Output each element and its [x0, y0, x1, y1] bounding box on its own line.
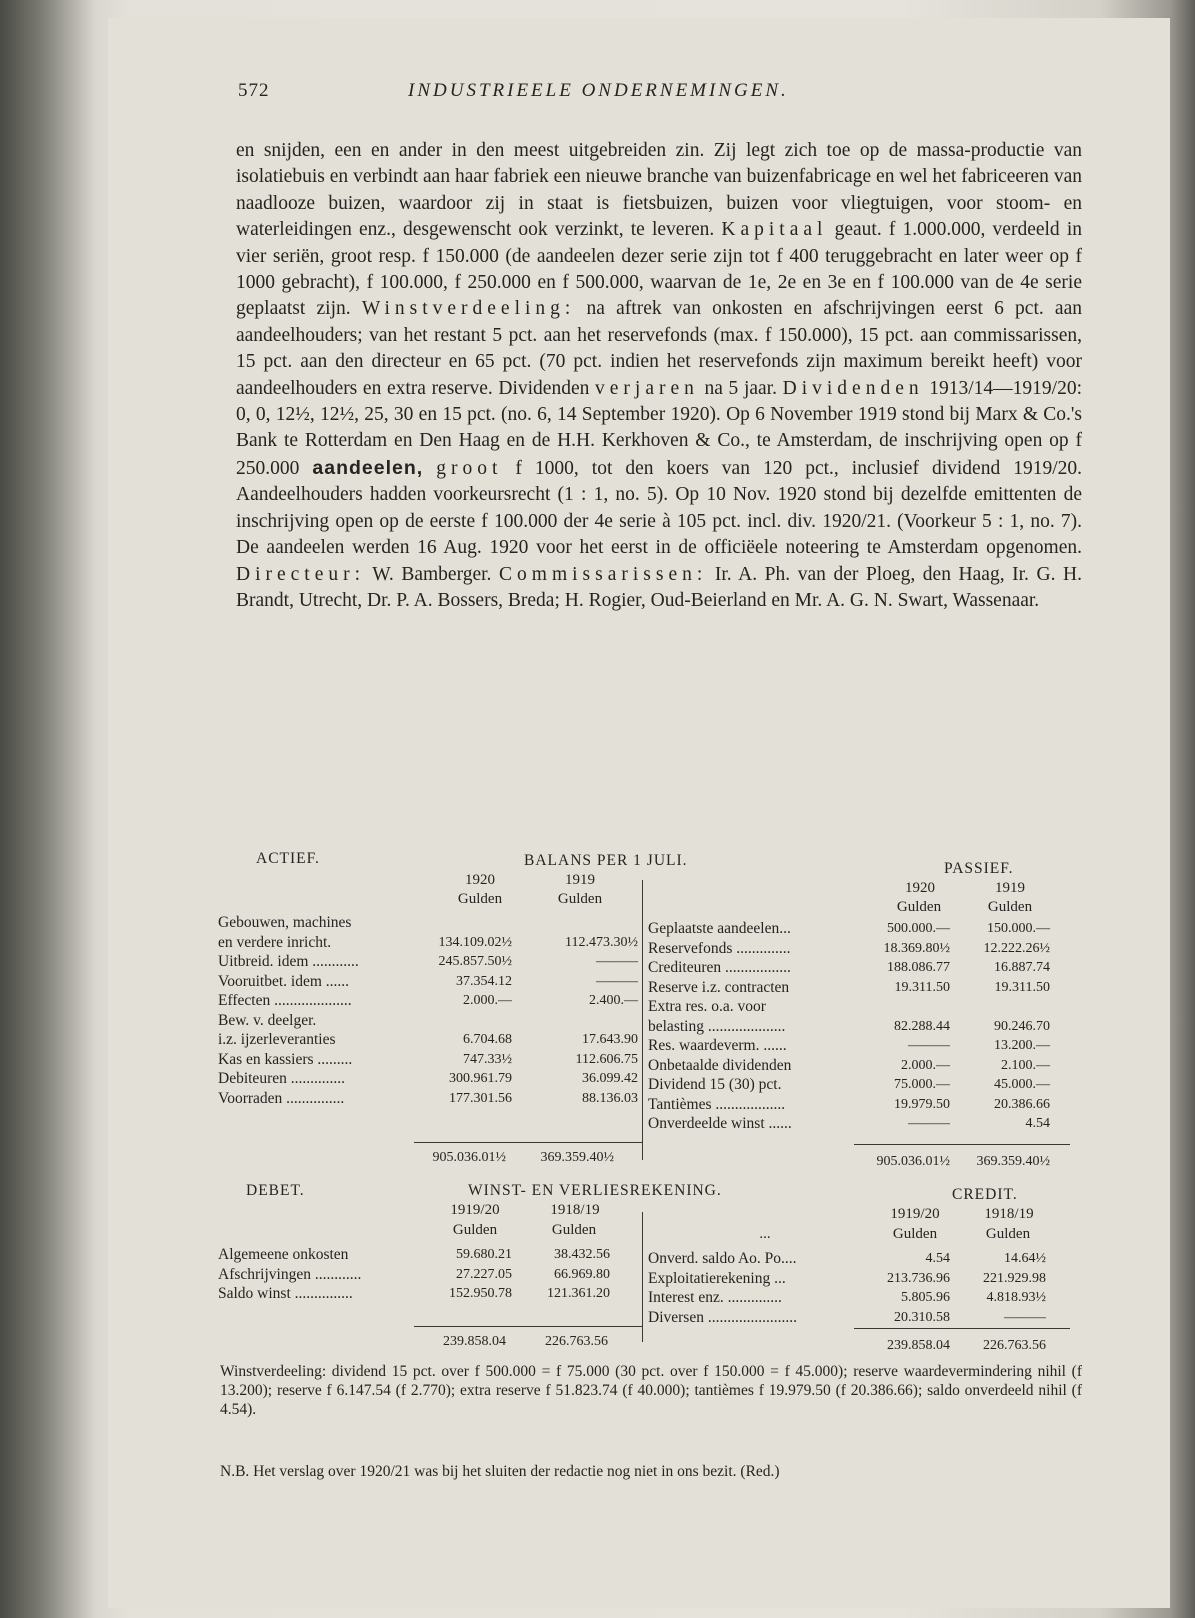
actief-row-label: Gebouwen, machines — [218, 914, 352, 931]
passief-row-label: Reserve i.z. contracten — [648, 978, 790, 996]
text-segment: na 5 jaar. — [704, 377, 777, 399]
passief-row-label: Crediteuren ................. — [648, 959, 791, 976]
balans-left-total-b: 369.359.40½ — [540, 1150, 614, 1165]
passief-row-value-a: 19.979.50 — [894, 1096, 950, 1112]
debet-row-value-b: 38.432.56 — [554, 1247, 610, 1262]
groot-label: groot — [436, 457, 503, 479]
winst-left-year-b: 1918/19 — [550, 1202, 600, 1218]
passief-row-value-b: 12.222.26½ — [983, 940, 1050, 956]
winst-title: WINST- EN VERLIESREKENING. — [468, 1182, 722, 1199]
credit-row-label: Onverd. saldo Ao. Po.... — [648, 1250, 797, 1267]
passief-row-value-b: 45.000.— — [994, 1077, 1050, 1092]
passief-row-label: Geplaatste aandeelen... — [648, 920, 791, 937]
winst-right-year-a: 1919/20 — [890, 1206, 940, 1222]
passief-row-value-b: 90.246.70 — [994, 1018, 1050, 1034]
page-header — [238, 78, 1118, 108]
balans-divider — [642, 880, 643, 1160]
credit-row-value-a: 5.805.96 — [901, 1290, 950, 1305]
credit-row-value-a: 4.54 — [925, 1251, 950, 1266]
actief-row-label: en verdere inricht. — [218, 933, 332, 951]
passief-row-label: Reservefonds .............. — [648, 939, 791, 957]
debet-row-value-a: 152.950.78 — [449, 1286, 512, 1301]
balans-right-total-a: 905.036.01½ — [876, 1154, 950, 1169]
aandeelen-bold: aandeelen, — [312, 456, 424, 479]
balans-left-unit-a: Gulden — [457, 891, 503, 907]
credit-row-value-a: 213.736.96 — [887, 1270, 950, 1286]
actief-row-value-a: 6.704.68 — [463, 1032, 512, 1047]
actief-row-value-b: ——— — [596, 954, 638, 969]
actief-row-label: Effecten .................... — [218, 992, 352, 1009]
credit-title: CREDIT. — [952, 1186, 1018, 1203]
balans-right-total-rule — [854, 1144, 1070, 1145]
actief-row-value-b: 36.099.42 — [582, 1071, 638, 1086]
actief-row-label: Uitbreid. idem ............ — [218, 953, 359, 970]
credit-row-label: Diversen ....................... — [648, 1308, 797, 1326]
text-segment: geaut. f 1.000.000, verdeeld in vier seriën, groot resp. f 150.000 (de aandeelen dezer serie zijn tot f 400 teruggebracht en later weer op f 1000 gebracht), f 100.000, f 250.000 en f 500.000, waarvan de 1e, 2e en 3e en f 100.000 van de 4e serie geplaatst zijn. — [236, 219, 1083, 320]
verjaren-label: verjaren — [595, 377, 699, 399]
balans-right-unit-a: Gulden — [896, 899, 942, 915]
credit-row-value-b: 221.929.98 — [983, 1270, 1046, 1286]
passief-row-value-a: 82.288.44 — [894, 1018, 950, 1034]
winst-left-total-rule — [414, 1326, 642, 1327]
passief-row-label: Extra res. o.a. voor — [648, 998, 766, 1015]
passief-row-value-b: 13.200.— — [994, 1038, 1050, 1053]
winst-left-unit-a: Gulden — [452, 1222, 498, 1238]
text-segment: Ir. A. Ph. van der Ploeg, den Haag, Ir. G. H. Brandt, Utrecht, Dr. P. A. Bossers, Breda; H. Rogier, Oud-Beierland en Mr. A. G. N. Swart, Wassenaar. — [236, 563, 1082, 611]
debet-row-value-a: 59.680.21 — [456, 1247, 512, 1262]
company-description — [236, 138, 1082, 614]
passief-row-value-b: 4.54 — [1025, 1116, 1050, 1131]
winst-right-total-a: 239.858.04 — [887, 1338, 950, 1353]
debet-row-value-b: 66.969.80 — [554, 1266, 610, 1282]
page-number: 572 — [238, 80, 270, 101]
passief-row-value-a: 75.000.— — [894, 1077, 950, 1092]
winst-right-unit-b: Gulden — [985, 1226, 1031, 1242]
passief-row-value-a: 188.086.77 — [887, 960, 950, 975]
winst-left-year-a: 1919/20 — [450, 1202, 500, 1218]
debet-row-label: Algemeene onkosten — [218, 1246, 349, 1263]
debet-title: DEBET. — [246, 1182, 305, 1199]
winst-right-unit-a: Gulden — [892, 1226, 938, 1242]
passief-row-value-a: 2.000.— — [901, 1057, 950, 1073]
winstverdeeling-label: Winstverdeeling: — [361, 298, 576, 320]
text-segment: na aftrek van onkosten en afschrijvingen eerst 6 pct. aan aandeelhouders; van het restant 5 pct. aan het reservefonds (max. f 150.000), 15 pct. aan commissarissen, 15 pct. aan den directeur en 65 pct. (70 pct. indien het reservefonds zijn maximum bereikt heeft) voor aandeelhouders en extra reserve. Dividenden — [236, 298, 1082, 399]
debet-row-value-a: 27.227.05 — [456, 1266, 512, 1282]
balans-right-total-b: 369.359.40½ — [976, 1154, 1050, 1169]
text-segment: W. Bamberger. — [372, 563, 492, 585]
actief-row-label: Debiteuren .............. — [218, 1070, 345, 1087]
passief-row-value-b: 150.000.— — [987, 921, 1050, 936]
debet-row-value-b: 121.361.20 — [547, 1286, 610, 1301]
balans-title: BALANS PER 1 JULI. — [524, 852, 688, 869]
passief-row-label: Onbetaalde dividenden — [648, 1056, 792, 1074]
actief-row-label: Kas en kassiers ......... — [218, 1050, 353, 1068]
actief-title: ACTIEF. — [256, 850, 320, 867]
actief-row-value-b: 2.400.— — [589, 993, 638, 1008]
balans-right-unit-b: Gulden — [987, 899, 1033, 915]
winst-left-total-a: 239.858.04 — [443, 1334, 506, 1349]
passief-row-label: belasting .................... — [648, 1017, 786, 1035]
balans-left-unit-b: Gulden — [557, 891, 603, 907]
text-segment: en snijden, een en ander in den meest uitgebreiden zin. Zij legt zich toe op de massa-productie van isolatiebuis en verbindt aan haar fabriek een nieuwe branche van buizenfabricage en wel het fabriceeren van naadlooze buizen, waardoor zij in staat is fietsbuizen, buizen voor vliegtuigen, voor stoom- en waterleidingen enz., desgewenscht ook verzinkt, te leveren. — [236, 140, 1082, 241]
credit-row-value-a: 20.310.58 — [894, 1309, 950, 1325]
actief-row-value-b: ——— — [596, 973, 638, 989]
balans-left-total-a: 905.036.01½ — [432, 1150, 506, 1165]
actief-row-label: i.z. ijzerleveranties — [218, 1031, 336, 1048]
passief-row-label: Onverdeelde winst ...... — [648, 1115, 792, 1132]
actief-row-value-a: 747.33½ — [463, 1051, 512, 1067]
winst-divider — [642, 1212, 643, 1342]
actief-row-label: Voorraden ............... — [218, 1089, 345, 1107]
actief-row-value-b: 112.606.75 — [575, 1051, 638, 1067]
winst-left-unit-b: Gulden — [551, 1222, 597, 1238]
passief-row-label: Dividend 15 (30) pct. — [648, 1076, 782, 1093]
credit-row-label: Exploitatierekening ... — [648, 1269, 786, 1287]
winst-right-total-b: 226.763.56 — [983, 1338, 1046, 1353]
directeur-label: Directeur: — [236, 563, 366, 585]
passief-row-value-a: 18.369.80½ — [883, 940, 950, 956]
actief-row-label: Bew. v. deelger. — [218, 1011, 317, 1029]
winst-right-total-rule — [854, 1328, 1070, 1329]
passief-row-value-b: 20.386.66 — [994, 1096, 1050, 1112]
passief-row-value-a: ——— — [908, 1038, 950, 1053]
debet-row-label: Afschrijvingen ............ — [218, 1265, 362, 1283]
actief-row-value-a: 2.000.— — [463, 993, 512, 1008]
actief-row-value-b: 112.473.30½ — [565, 934, 638, 950]
credit-row-label: Interest enz. .............. — [648, 1289, 782, 1306]
actief-row-value-b: 88.136.03 — [582, 1090, 638, 1106]
actief-row-value-a: 37.354.12 — [456, 973, 512, 989]
winst-left-total-b: 226.763.56 — [545, 1334, 608, 1349]
passief-row-value-b: 2.100.— — [1001, 1057, 1050, 1073]
actief-row-value-a: 177.301.56 — [449, 1090, 512, 1106]
winst-right-year-b: 1918/19 — [984, 1206, 1034, 1222]
balans-left-total-rule — [414, 1142, 642, 1143]
winst-right-dots: ... — [759, 1226, 771, 1242]
running-title: INDUSTRIEELE ONDERNEMINGEN. — [408, 80, 789, 101]
nb-note: N.B. Het verslag over 1920/21 was bij het sluiten der redactie nog niet in ons bezit. (Red.) — [220, 1463, 780, 1480]
debet-row-label: Saldo winst ............... — [218, 1285, 353, 1302]
passief-row-label: Tantièmes .................. — [648, 1095, 786, 1113]
passief-title: PASSIEF. — [944, 860, 1014, 877]
commissarissen-label: Commissarissen: — [499, 563, 708, 585]
passief-row-value-b: 19.311.50 — [994, 979, 1050, 995]
credit-row-value-b: 4.818.93½ — [986, 1290, 1046, 1305]
text-segment: 1913/14—1919/20: 0, 0, 12½, 12½, 25, 30 en 15 pct. (no. 6, 14 September 1920). Op 6 November 1919 stond bij Marx & Co.'s Bank te Rotterdam en Den Haag en de H.H. Kerkhoven & Co., te Amsterdam, de inschrijving open op f 250.000 — [236, 377, 1083, 479]
passief-row-value-b: 16.887.74 — [994, 960, 1050, 975]
passief-row-value-a: 500.000.— — [887, 921, 950, 936]
balans-left-year-a: 1920 — [465, 872, 495, 888]
kapitaal-label: Kapitaal — [721, 219, 828, 241]
actief-row-value-a: 245.857.50½ — [438, 954, 512, 969]
text-segment: f 1000, tot den koers van 120 pct., inclusief dividend 1919/20. Aandeelhouders hadden voorkeursrecht (1 : 1, no. 5). Op 10 Nov. 1920 stond bij dezelfde emittenten de inschrijving open op de eerste f 100.000 der 4e serie à 105 pct. incl. div. 1920/21. (Voorkeur 5 : 1, no. 7). De aandeelen werden 16 Aug. 1920 voor het eerst in de officiëele noteering te Amsterdam opgenomen. — [236, 457, 1083, 559]
winstverdeeling-note: Winstverdeeling: dividend 15 pct. over f 500.000 = f 75.000 (30 pct. over f 150.000 = f 45.000); reserve waardevermindering nihil (f 13.200); reserve f 6.147.54 (f 2.770); extra reserve f 51.823.74 (f 40.000); tantièmes f 19.979.50 (f 20.386.66); saldo onverdeeld nihil (f 4.54). — [220, 1363, 1082, 1418]
credit-row-value-b: ——— — [1004, 1309, 1046, 1325]
passief-row-value-a: ——— — [908, 1116, 950, 1131]
passief-row-value-a: 19.311.50 — [894, 979, 950, 995]
balans-left-year-b: 1919 — [565, 872, 595, 888]
passief-row-label: Res. waardeverm. ...... — [648, 1037, 787, 1054]
actief-row-label: Vooruitbet. idem ...... — [218, 972, 350, 990]
actief-row-value-b: 17.643.90 — [582, 1032, 638, 1047]
balans-right-year-b: 1919 — [995, 880, 1025, 896]
dividenden-label: Dividenden — [782, 377, 924, 399]
actief-row-value-a: 300.961.79 — [449, 1071, 512, 1086]
balans-right-year-a: 1920 — [905, 880, 935, 896]
credit-row-value-b: 14.64½ — [1004, 1251, 1046, 1266]
actief-row-value-a: 134.109.02½ — [438, 934, 512, 950]
description-paragraph — [236, 138, 1082, 614]
